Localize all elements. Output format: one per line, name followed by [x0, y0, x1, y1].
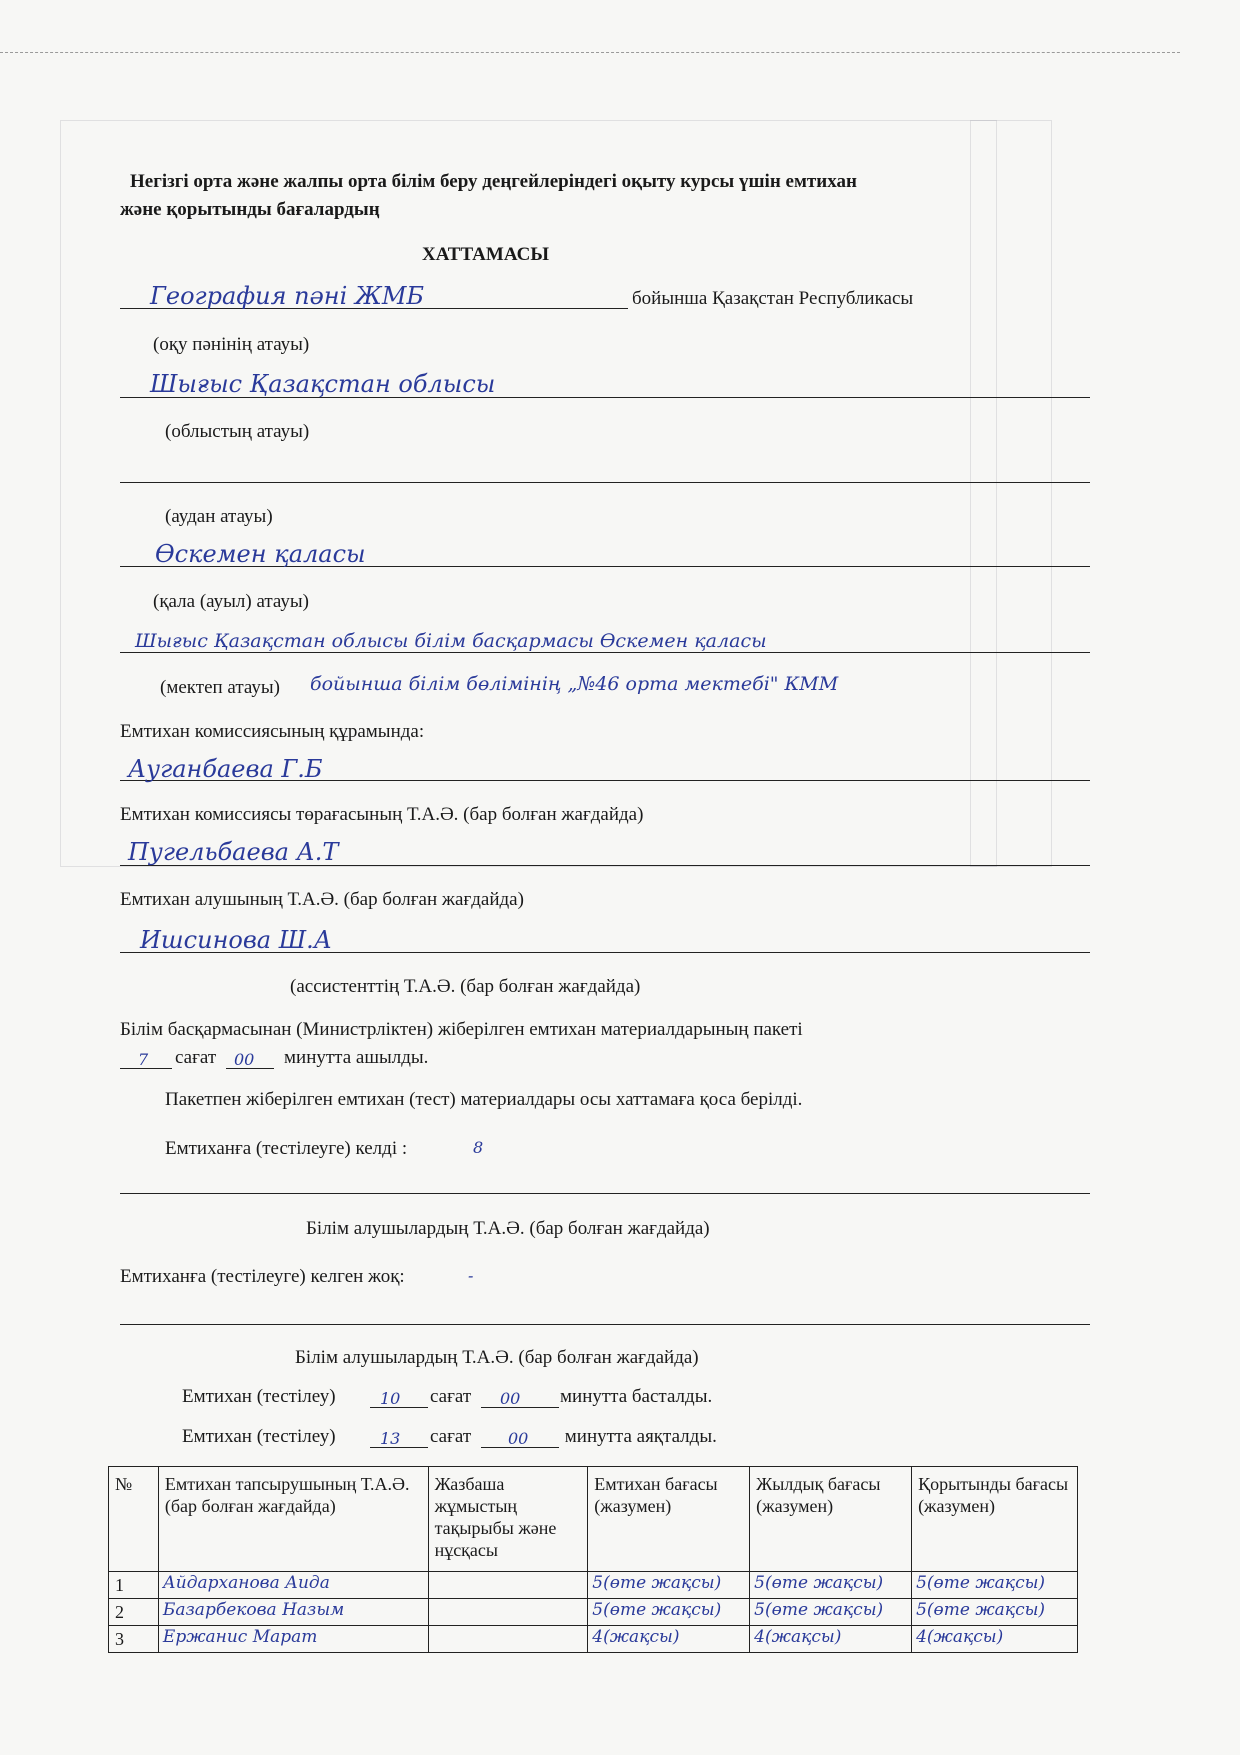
examiner-caption: Емтихан алушының Т.А.Ә. (бар болған жағдайда)	[120, 889, 524, 910]
chair-value[interactable]: Ауганбаева Г.Б	[128, 755, 323, 783]
materials-text: Пакетпен жіберілген емтихан (тест) материалдары осы хаттамаға қоса берілді.	[165, 1089, 803, 1110]
attended-label: Емтиханға (тестілеуге) келді :	[165, 1138, 408, 1159]
final-grade[interactable]: 5(өте жақсы)	[912, 1572, 1078, 1599]
package-minute[interactable]: 00	[234, 1050, 255, 1069]
region-caption: (облыстың атауы)	[165, 421, 310, 442]
final-grade[interactable]: 4(жақсы)	[912, 1626, 1078, 1653]
start-minute-label: минутта басталды.	[560, 1386, 713, 1407]
attended-caption: Білім алушылардың Т.А.Ә. (бар болған жағдайда)	[306, 1218, 710, 1239]
start-hour-label: сағат	[430, 1386, 472, 1407]
end-minute-label: минутта аяқталды.	[560, 1426, 717, 1447]
package-text: Білім басқармасынан (Министрліктен) жіберілген емтихан материалдарының пакеті	[120, 1019, 803, 1040]
topic-cell[interactable]	[428, 1572, 588, 1599]
package-minute-label: минутта ашылды.	[284, 1047, 429, 1068]
scan-edge-line	[0, 52, 1180, 53]
district-rule	[120, 482, 1090, 483]
attended-rule	[120, 1193, 1090, 1194]
col-final-grade-header: Қорытынды бағасы (жазумен)	[912, 1467, 1078, 1572]
school-value-line-2[interactable]: бойынша білім бөлімінің „№46 орта мектебі" КММ	[310, 673, 839, 695]
exam-grade[interactable]: 5(өте жақсы)	[588, 1599, 750, 1626]
school-caption: (мектеп атауы)	[160, 677, 280, 698]
col-exam-grade-header: Емтихан бағасы (жазумен)	[588, 1467, 750, 1572]
grades-table	[108, 1466, 1078, 1653]
commission-label: Емтихан комиссиясының құрамында:	[120, 721, 425, 742]
subject-value[interactable]: География пәні ЖМБ	[150, 282, 425, 310]
package-hour-label: сағат	[175, 1047, 217, 1068]
annual-grade[interactable]: 5(өте жақсы)	[750, 1599, 912, 1626]
district-caption: (аудан атауы)	[165, 506, 273, 527]
exam-grade[interactable]: 5(өте жақсы)	[588, 1572, 750, 1599]
city-value[interactable]: Өскемен қаласы	[155, 540, 366, 568]
school-value-line-1[interactable]: Шығыс Қазақстан облысы білім басқармасы Өскемен қаласы	[135, 630, 767, 652]
chair-caption: Емтихан комиссиясы төрағасының Т.А.Ә. (бар болған жағдайда)	[120, 804, 644, 825]
end-minute[interactable]: 00	[508, 1429, 529, 1448]
annual-grade[interactable]: 4(жақсы)	[750, 1626, 912, 1653]
row-number: 1	[109, 1572, 159, 1599]
col-number-header: №	[109, 1467, 159, 1572]
end-hour[interactable]: 13	[380, 1429, 401, 1448]
absent-caption: Білім алушылардың Т.А.Ә. (бар болған жағдайда)	[295, 1347, 699, 1368]
table-row	[109, 1599, 1078, 1626]
examiner-value[interactable]: Пугельбаева А.Т	[128, 838, 339, 866]
subject-caption: (оқу пәнінің атауы)	[153, 334, 310, 355]
table-row	[109, 1572, 1078, 1599]
student-name[interactable]: Базарбекова Назым	[158, 1599, 428, 1626]
table-row	[109, 1626, 1078, 1653]
end-hour-label: сағат	[430, 1426, 472, 1447]
col-name-header: Емтихан тапсырушының Т.А.Ә. (бар болған жағдайда)	[158, 1467, 428, 1572]
annual-grade[interactable]: 5(өте жақсы)	[750, 1572, 912, 1599]
start-hour[interactable]: 10	[380, 1389, 401, 1408]
region-value[interactable]: Шығыс Қазақстан облысы	[150, 370, 496, 398]
col-annual-grade-header: Жылдық бағасы (жазумен)	[750, 1467, 912, 1572]
attended-value[interactable]: 8	[473, 1138, 484, 1157]
topic-cell[interactable]	[428, 1626, 588, 1653]
table-header-row	[109, 1467, 1078, 1572]
start-label: Емтихан (тестілеу)	[182, 1386, 336, 1407]
student-name[interactable]: Айдарханова Аида	[158, 1572, 428, 1599]
student-name[interactable]: Ержанис Марат	[158, 1626, 428, 1653]
end-label: Емтихан (тестілеу)	[182, 1426, 336, 1447]
assistant-caption: (ассистенттің Т.А.Ә. (бар болған жағдайда)	[290, 976, 641, 997]
final-grade[interactable]: 5(өте жақсы)	[912, 1599, 1078, 1626]
col-topic-header: Жазбаша жұмыстың тақырыбы және нұсқасы	[428, 1467, 588, 1572]
bleed-through-column	[970, 120, 997, 867]
exam-grade[interactable]: 4(жақсы)	[588, 1626, 750, 1653]
row-number: 3	[109, 1626, 159, 1653]
heading-line-1: Негізгі орта және жалпы орта білім беру деңгейлеріндегі оқыту курсы үшін емтихан	[130, 171, 857, 192]
absent-value[interactable]: -	[468, 1266, 474, 1285]
heading-line-2: және қорытынды бағалардың	[120, 199, 380, 220]
page-title: ХАТТАМАСЫ	[422, 244, 549, 265]
start-minute[interactable]: 00	[500, 1389, 521, 1408]
row-number: 2	[109, 1599, 159, 1626]
city-caption: (қала (ауыл) атауы)	[153, 591, 309, 612]
topic-cell[interactable]	[428, 1599, 588, 1626]
absent-label: Емтиханға (тестілеуге) келген жоқ:	[120, 1266, 405, 1287]
subject-suffix: бойынша Қазақстан Республикасы	[632, 288, 914, 309]
assistant-value[interactable]: Ишсинова Ш.А	[140, 926, 332, 954]
absent-rule	[120, 1324, 1090, 1325]
package-hour[interactable]: 7	[138, 1050, 149, 1069]
